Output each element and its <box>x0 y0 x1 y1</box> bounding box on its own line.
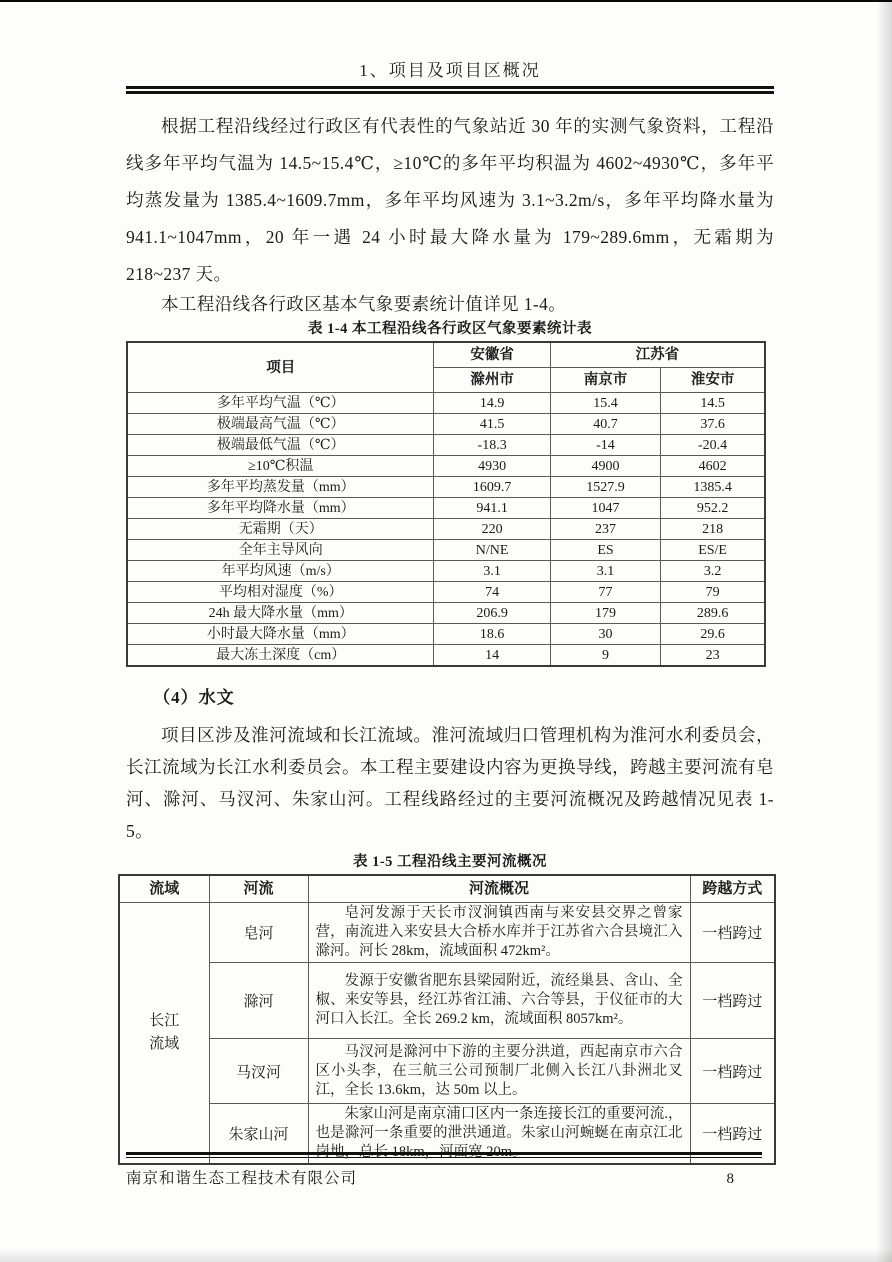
section-heading-hydrology: （4）水文 <box>153 688 235 707</box>
value-nanjing: -14 <box>550 435 660 456</box>
value-huaian: -20.4 <box>661 435 765 456</box>
value-nanjing: 237 <box>550 519 660 540</box>
value-nanjing: 9 <box>550 645 660 667</box>
table-row <box>127 582 765 603</box>
value-chuzhou: 941.1 <box>434 498 550 519</box>
crossing-method: 一档跨过 <box>690 963 775 1039</box>
footer-double-rule <box>126 1152 762 1158</box>
river-name: 马汊河 <box>209 1039 308 1104</box>
river-row <box>119 963 775 1039</box>
item-label: 最大冻土深度（cm） <box>127 645 434 667</box>
value-huaian: 79 <box>661 582 765 603</box>
value-huaian: 14.5 <box>661 393 765 414</box>
table-row <box>127 477 765 498</box>
item-label: 多年平均气温（℃） <box>127 393 434 414</box>
scan-edge-bottom <box>0 1248 892 1262</box>
table-row <box>127 645 765 667</box>
river-name: 滁河 <box>209 963 308 1039</box>
value-nanjing: 15.4 <box>550 393 660 414</box>
value-nanjing: 30 <box>550 624 660 645</box>
table-row <box>127 414 765 435</box>
column-header-jiangsu: 江苏省 <box>550 342 765 368</box>
item-label: 全年主导风向 <box>127 540 434 561</box>
item-label: 多年平均蒸发量（mm） <box>127 477 434 498</box>
column-header-anhui: 安徽省 <box>434 342 550 368</box>
table-row <box>127 540 765 561</box>
item-label: 极端最高气温（℃） <box>127 414 434 435</box>
crossing-method: 一档跨过 <box>690 1039 775 1104</box>
value-nanjing: 77 <box>550 582 660 603</box>
column-header-nanjing: 南京市 <box>550 368 660 393</box>
value-chuzhou: N/NE <box>434 540 550 561</box>
column-header-basin: 流域 <box>119 875 209 903</box>
value-nanjing: ES <box>550 540 660 561</box>
column-header-crossing: 跨越方式 <box>690 875 775 903</box>
item-label: 年平均风速（m/s） <box>127 561 434 582</box>
river-row <box>119 903 775 963</box>
rivers-table <box>118 874 776 1165</box>
column-header-river: 河流 <box>209 875 308 903</box>
table-1-4-caption: 表 1-4 本工程沿线各行政区气象要素统计表 <box>307 321 593 337</box>
page-content <box>126 60 774 1165</box>
value-chuzhou: -18.3 <box>434 435 550 456</box>
table-row <box>127 561 765 582</box>
value-chuzhou: 4930 <box>434 456 550 477</box>
climate-statistics-table <box>126 341 766 667</box>
item-label: 24h 最大降水量（mm） <box>127 603 434 624</box>
value-chuzhou: 220 <box>434 519 550 540</box>
value-huaian: 289.6 <box>661 603 765 624</box>
river-name: 皂河 <box>209 903 308 963</box>
value-huaian: 218 <box>661 519 765 540</box>
table-row <box>127 393 765 414</box>
table-1-5-caption: 表 1-5 工程沿线主要河流概况 <box>352 854 548 870</box>
value-nanjing: 40.7 <box>550 414 660 435</box>
page-header-title: 1、项目及项目区概况 <box>359 61 541 80</box>
value-nanjing: 179 <box>550 603 660 624</box>
column-header-huaian: 淮安市 <box>661 368 765 393</box>
page-footer <box>126 1152 762 1188</box>
column-header-item: 项目 <box>127 342 434 393</box>
value-chuzhou: 41.5 <box>434 414 550 435</box>
scan-edge-right <box>876 0 892 1262</box>
value-huaian: 23 <box>661 645 765 667</box>
value-huaian: 3.2 <box>661 561 765 582</box>
river-description: 发源于安徽省肥东县梁园附近，流经巢县、含山、全椒、来安等县，经江苏省江浦、六合等县，于仪征市的大河口入长江。全长 269.2 km，流域面积 8057km²。 <box>308 963 690 1039</box>
value-chuzhou: 14.9 <box>434 393 550 414</box>
item-label: 平均相对湿度（%） <box>127 582 434 603</box>
table-row <box>127 498 765 519</box>
value-nanjing: 1527.9 <box>550 477 660 498</box>
table-row <box>127 435 765 456</box>
river-row <box>119 1039 775 1104</box>
value-chuzhou: 18.6 <box>434 624 550 645</box>
table-row <box>127 456 765 477</box>
value-chuzhou: 14 <box>434 645 550 667</box>
paragraph-hydrology: 项目区涉及淮河流域和长江流域。淮河流域归口管理机构为淮河水利委员会，长江流域为长江水利委员会。本工程主要建设内容为更换导线，跨越主要河流有皂河、滁河、马汊河、朱家山河。工程线路经过的主要河流概况及跨越情况见表 1-5。 <box>126 725 774 841</box>
basin-label <box>119 903 209 1165</box>
river-description: 朱家山河是南京浦口区内一条连接长江的重要河流.，也是滁河一条重要的泄洪通道。朱家山河蜿蜒在南京江北岗地，总长 18km，河面宽 20m。 <box>308 1104 690 1165</box>
paragraph-see-table: 本工程沿线各行政区基本气象要素统计值详见 1-4。 <box>161 294 567 314</box>
footer-page-number: 8 <box>726 1171 734 1187</box>
footer-company-name: 南京和谐生态工程技术有限公司 <box>126 1170 358 1187</box>
table-row <box>127 603 765 624</box>
river-description: 马汊河是滁河中下游的主要分洪道，西起南京市六合区小头李，在三航三公司预制厂北侧入长江八卦洲北叉江，全长 13.6km，达 50m 以上。 <box>308 1039 690 1104</box>
paragraph-climate-data: 根据工程沿线经过行政区有代表性的气象站近 30 年的实测气象资料，工程沿线多年平均气温为 14.5~15.4℃，≥10℃的多年平均积温为 4602~4930℃，多年平均蒸发量为 1385.4~1609.7mm，多年平均风速为 3.1~3.2m/s，多年平均降水量为 941.1~1047mm，20 年一遇 24 小时最大降水量为 179~289.6mm，无霜期为 218~237 天。 <box>126 116 774 284</box>
item-label: 小时最大降水量（mm） <box>127 624 434 645</box>
item-label: 多年平均降水量（mm） <box>127 498 434 519</box>
value-nanjing: 3.1 <box>550 561 660 582</box>
value-nanjing: 1047 <box>550 498 660 519</box>
item-label: ≥10℃积温 <box>127 456 434 477</box>
value-chuzhou: 74 <box>434 582 550 603</box>
item-label: 极端最低气温（℃） <box>127 435 434 456</box>
river-description: 皂河发源于天长市汊涧镇西南与来安县交界之曾家营，南流进入来安县大合桥水库并于江苏省六合县境汇入滁河。河长 28km，流域面积 472km²。 <box>308 903 690 963</box>
basin-text: 长江流域 <box>149 1013 180 1052</box>
crossing-method: 一档跨过 <box>690 1104 775 1165</box>
value-huaian: ES/E <box>661 540 765 561</box>
value-chuzhou: 1609.7 <box>434 477 550 498</box>
value-huaian: 37.6 <box>661 414 765 435</box>
value-huaian: 1385.4 <box>661 477 765 498</box>
value-huaian: 952.2 <box>661 498 765 519</box>
river-name: 朱家山河 <box>209 1104 308 1165</box>
crossing-method: 一档跨过 <box>690 903 775 963</box>
value-nanjing: 4900 <box>550 456 660 477</box>
value-chuzhou: 206.9 <box>434 603 550 624</box>
header-double-rule <box>126 86 774 94</box>
scan-edge-top <box>0 0 892 2</box>
column-header-chuzhou: 滁州市 <box>434 368 550 393</box>
table-header-row <box>127 342 765 368</box>
value-huaian: 4602 <box>661 456 765 477</box>
table-header-row <box>119 875 775 903</box>
table-row <box>127 624 765 645</box>
item-label: 无霜期（天） <box>127 519 434 540</box>
column-header-overview: 河流概况 <box>308 875 690 903</box>
value-huaian: 29.6 <box>661 624 765 645</box>
value-chuzhou: 3.1 <box>434 561 550 582</box>
table-row <box>127 519 765 540</box>
